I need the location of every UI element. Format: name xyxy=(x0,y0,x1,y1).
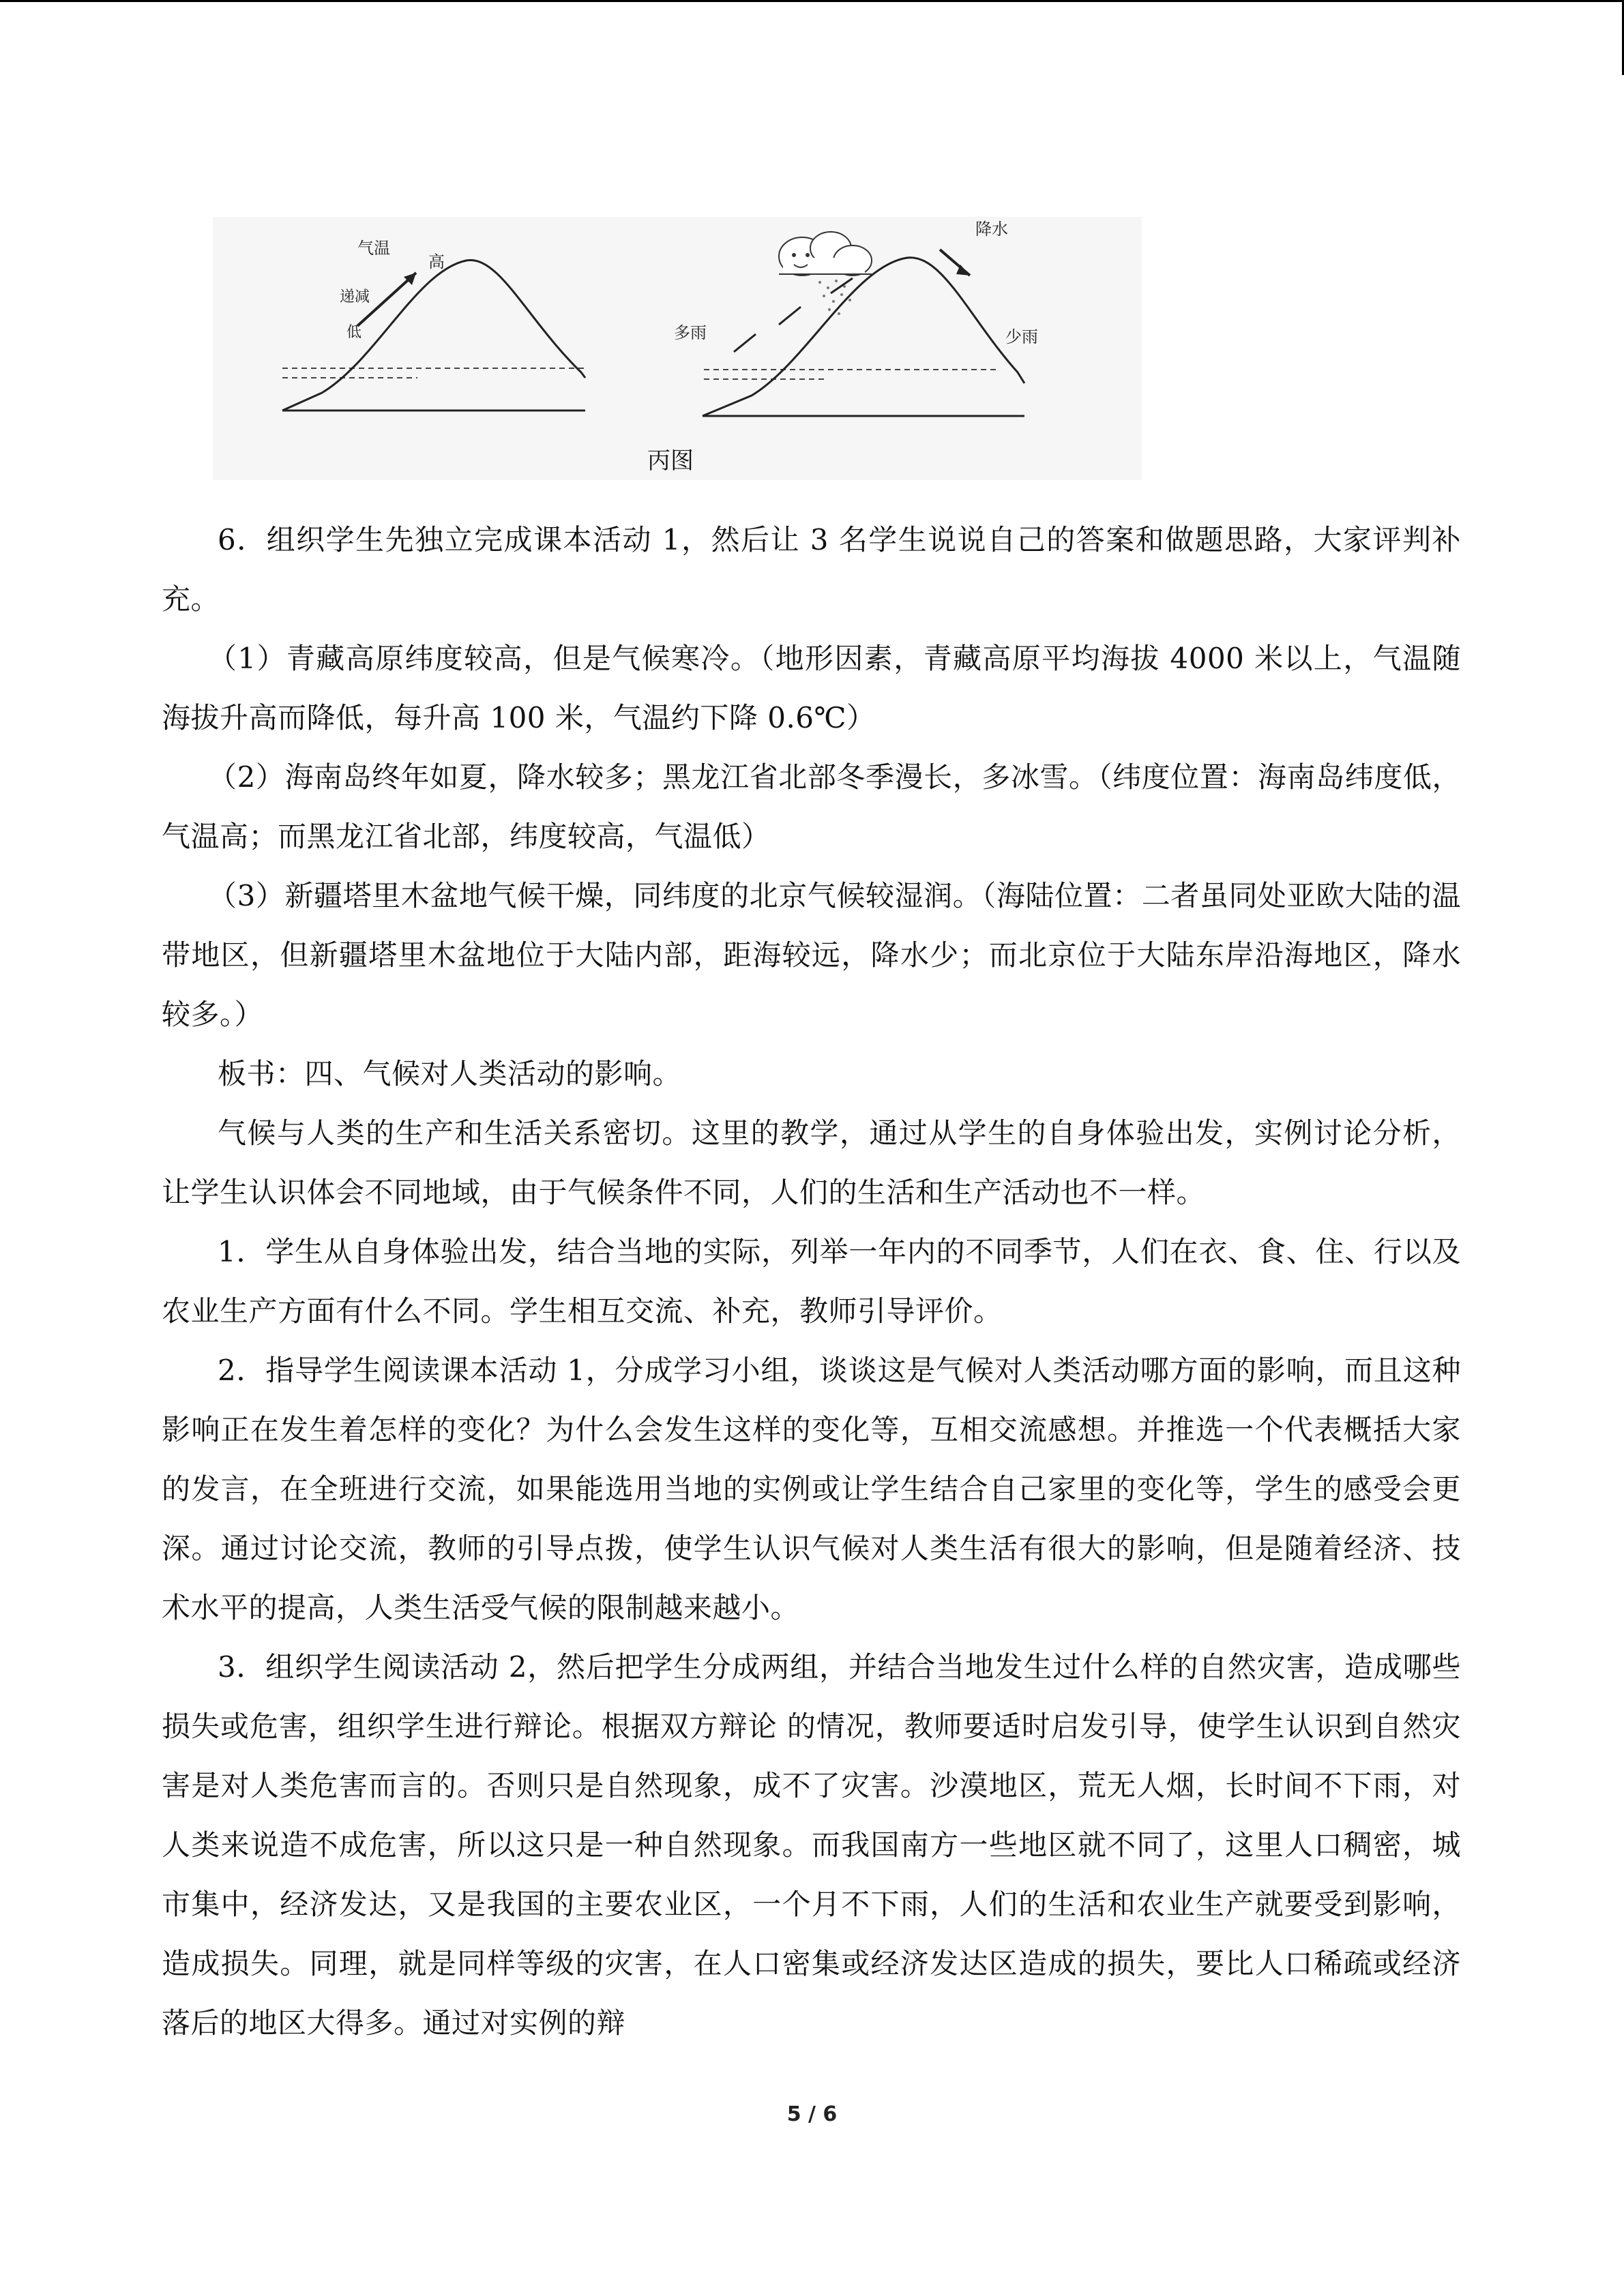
paragraph-step-3: 3．组织学生阅读活动 2，然后把学生分成两组，并结合当地发生过什么样的自然灾害，造成哪些损失或危害，组织学生进行辩论。根据双方辩论 的情况，教师要适时启发引导，使学生认识到自然灾害是对人类危害而言的。否则只是自然现象，成不了灾害。沙漠地区，荒无人烟，长时间不下雨，对人类来说造不成危害，所以这只是一种自然现象。而我国南方一些地区就不同了，这里人口稠密，城市集中，经济发达，又是我国的主要农业区，一个月不下雨，人们的生活和农业生产就要受到影响，造成损失。同理，就是同样等级的灾害，在人口密集或经济发达区造成的损失，要比人口稀疏或经济落后的地区大得多。通过对实例的辩 xyxy=(162,1650,1461,2040)
paragraph-answer-1: （1）青藏高原纬度较高，但是气候寒冷。（地形因素，青藏高原平均海拔 4000 米以上，气温随海拔升高而降低，每升高 100 米，气温约下降 0.6℃） xyxy=(162,642,1461,734)
rain-cloud-icon xyxy=(779,232,872,275)
rain-dots xyxy=(818,280,851,315)
figure-caption: 丙图 xyxy=(647,447,694,475)
label-high: 高 xyxy=(428,252,445,271)
figure-drawing xyxy=(213,217,1142,480)
paragraph-step-2: 2．指导学生阅读课本活动 1，分成学习小组，谈谈这是气候对人类活动哪方面的影响，而且这种影响正在发生着怎样的变化？为什么会发生这样的变化等，互相交流感想。并推选一个代表概括大家的发言，在全班进行交流，如果能选用当地的实例或让学生结合自己家里的变化等，学生的感受会更深。通过讨论交流，教师的引导点拨，使学生认识气候对人类生活有很大的影响，但是随着经济、技术水平的提高，人类生活受气候的限制越来越小。 xyxy=(162,1354,1461,1624)
paragraph-board-note: 板书：四、气候对人类活动的影响。 xyxy=(218,1057,682,1090)
paragraph-step-1: 1．学生从自身体验出发，结合当地的实际，列举一年内的不同季节，人们在衣、食、住、行以及农业生产方面有什么不同。学生相互交流、补充，教师引导评价。 xyxy=(162,1235,1461,1328)
paragraph-answer-3: （3）新疆塔里木盆地气候干燥，同纬度的北京气候较湿润。（海陆位置：二者虽同处亚欧大陆的温带地区，但新疆塔里木盆地位于大陆内部，距海较远，降水少；而北京位于大陆东岸沿海地区，降水较多。） xyxy=(162,879,1461,1031)
label-more-rain: 多雨 xyxy=(674,323,707,342)
label-less-rain: 少雨 xyxy=(1005,327,1038,346)
label-precip: 降水 xyxy=(975,220,1008,239)
body-text xyxy=(162,510,1461,2053)
terrain-climate-figure xyxy=(213,217,1142,480)
paragraph-activity-6: 6．组织学生先独立完成课本活动 1，然后让 3 名学生说说自己的答案和做题思路，大家评判补充。 xyxy=(162,523,1461,616)
mountain-profile-right xyxy=(703,258,1024,416)
air-arrow-2 xyxy=(779,307,801,325)
air-arrow-1 xyxy=(734,334,756,352)
label-temp: 气温 xyxy=(357,239,390,258)
paragraph-intro: 气候与人类的生产和生活关系密切。这里的教学，通过从学生的自身体验出发，实例讨论分析，让学生认识体会不同地域，由于气候条件不同，人们的生活和生产活动也不一样。 xyxy=(162,1116,1461,1209)
label-decrease: 递减 xyxy=(340,288,370,305)
air-arrow-3 xyxy=(831,278,853,293)
page-edge-top xyxy=(0,0,1624,2)
paragraph-answer-2: （2）海南岛终年如夏，降水较多；黑龙江省北部冬季漫长，多冰雪。（纬度位置：海南岛纬度低，气温高；而黑龙江省北部，纬度较高，气温低） xyxy=(162,760,1461,853)
mountain-profile-left xyxy=(282,260,585,411)
label-low: 低 xyxy=(346,324,362,341)
page-number: 5 / 6 xyxy=(786,2102,838,2126)
